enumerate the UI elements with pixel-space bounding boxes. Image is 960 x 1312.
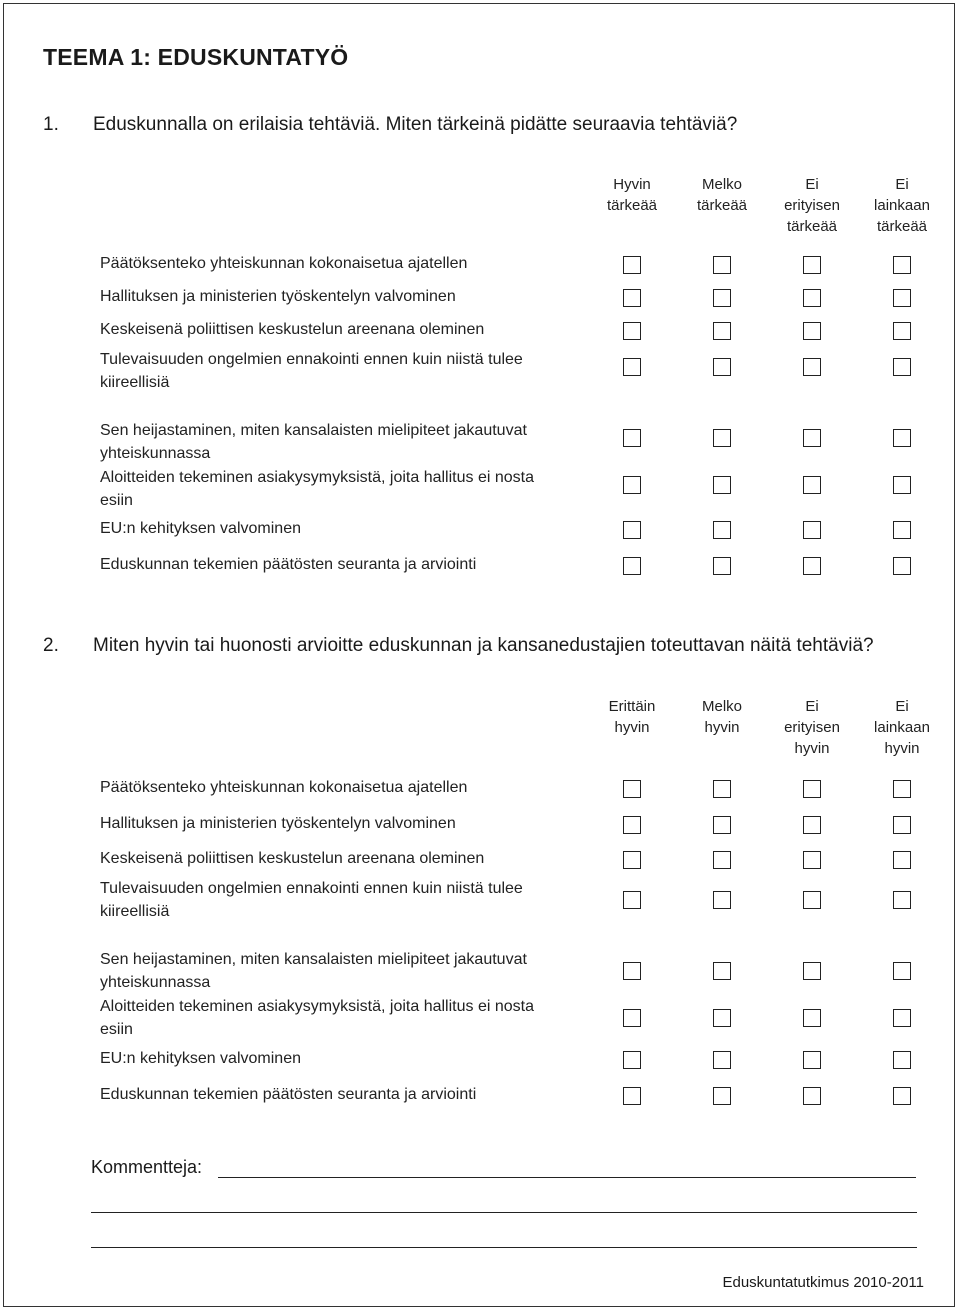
q1-column-header-2 xyxy=(672,174,772,216)
column-header-line: Ei xyxy=(895,698,909,715)
q2-item-label-1 xyxy=(100,776,600,799)
item-label-line: yhteiskunnassa xyxy=(100,445,211,462)
column-header-line: tärkeää xyxy=(786,218,838,235)
column-header-line: Melko xyxy=(701,176,742,193)
q2-checkbox-row4-col1[interactable] xyxy=(623,891,641,909)
q1-column-header-3 xyxy=(762,174,862,237)
column-header-line: tärkeää xyxy=(876,218,928,235)
q1-checkbox-row4-col3[interactable] xyxy=(803,358,821,376)
q1-checkbox-row3-col4[interactable] xyxy=(893,322,911,340)
q1-checkbox-row1-col4[interactable] xyxy=(893,256,911,274)
q1-checkbox-row7-col1[interactable] xyxy=(623,521,641,539)
column-header-line: Erittäin xyxy=(608,698,656,715)
q1-item-label-4 xyxy=(100,348,600,394)
q2-checkbox-row1-col2[interactable] xyxy=(713,780,731,798)
q1-checkbox-row1-col1[interactable] xyxy=(623,256,641,274)
item-label-line: Aloitteiden tekeminen asiakysymyksistä, joita hallitus ei nosta xyxy=(100,998,534,1015)
q1-item-label-3 xyxy=(100,318,600,341)
q2-checkbox-row3-col3[interactable] xyxy=(803,851,821,869)
q1-checkbox-row8-col1[interactable] xyxy=(623,557,641,575)
q2-checkbox-row3-col2[interactable] xyxy=(713,851,731,869)
item-label-line: EU:n kehityksen valvominen xyxy=(100,1050,301,1067)
q2-checkbox-row4-col3[interactable] xyxy=(803,891,821,909)
column-header-line: Melko xyxy=(701,698,742,715)
item-label-line: Eduskunnan tekemien päätösten seuranta ja arviointi xyxy=(100,556,477,573)
q1-checkbox-row5-col2[interactable] xyxy=(713,429,731,447)
q2-item-label-7 xyxy=(100,1047,600,1070)
column-header-line: Ei xyxy=(805,698,819,715)
question-2-text: Miten hyvin tai huonosti arvioitte eduskunnan ja kansanedustajien toteuttavan näitä tehtäviä? xyxy=(93,635,874,656)
q2-column-header-1 xyxy=(582,696,682,738)
q2-checkbox-row5-col1[interactable] xyxy=(623,962,641,980)
q2-checkbox-row7-col1[interactable] xyxy=(623,1051,641,1069)
item-label-line: yhteiskunnassa xyxy=(100,974,211,991)
q2-item-label-4 xyxy=(100,877,600,923)
q2-checkbox-row5-col3[interactable] xyxy=(803,962,821,980)
q2-checkbox-row2-col3[interactable] xyxy=(803,816,821,834)
column-header-line: lainkaan xyxy=(874,719,930,736)
column-header-line: lainkaan xyxy=(874,197,930,214)
item-label-line: esiin xyxy=(100,1021,133,1038)
q2-item-label-3 xyxy=(100,847,600,870)
column-header-line: hyvin xyxy=(884,740,920,757)
q2-checkbox-row4-col4[interactable] xyxy=(893,891,911,909)
column-header-line: hyvin xyxy=(704,719,740,736)
q2-item-label-6 xyxy=(100,995,600,1041)
q2-checkbox-row2-col2[interactable] xyxy=(713,816,731,834)
item-label-line: esiin xyxy=(100,492,133,509)
q1-checkbox-row2-col2[interactable] xyxy=(713,289,731,307)
q2-checkbox-row6-col2[interactable] xyxy=(713,1009,731,1027)
q2-checkbox-row7-col4[interactable] xyxy=(893,1051,911,1069)
q2-checkbox-row6-col4[interactable] xyxy=(893,1009,911,1027)
q1-checkbox-row4-col4[interactable] xyxy=(893,358,911,376)
item-label-line: Tulevaisuuden ongelmien ennakointi ennen kuin niistä tulee xyxy=(100,880,523,897)
item-label-line: Keskeisenä poliittisen keskustelun areenana oleminen xyxy=(100,850,485,867)
item-label-line: Sen heijastaminen, miten kansalaisten mielipiteet jakautuvat xyxy=(100,951,527,968)
q1-item-label-5 xyxy=(100,419,600,465)
q1-checkbox-row7-col4[interactable] xyxy=(893,521,911,539)
q1-checkbox-row2-col1[interactable] xyxy=(623,289,641,307)
q1-checkbox-row1-col3[interactable] xyxy=(803,256,821,274)
q1-checkbox-row6-col4[interactable] xyxy=(893,476,911,494)
q1-checkbox-row8-col4[interactable] xyxy=(893,557,911,575)
column-header-line: hyvin xyxy=(614,719,650,736)
q2-checkbox-row6-col1[interactable] xyxy=(623,1009,641,1027)
q2-column-header-4 xyxy=(852,696,952,759)
item-label-line: kiireellisiä xyxy=(100,374,170,391)
column-header-line: tärkeää xyxy=(696,197,748,214)
q2-checkbox-row5-col2[interactable] xyxy=(713,962,731,980)
q1-item-label-2 xyxy=(100,285,600,308)
question-2-number: 2. xyxy=(43,635,59,656)
q2-checkbox-row3-col4[interactable] xyxy=(893,851,911,869)
q2-column-header-2 xyxy=(672,696,772,738)
question-1-number: 1. xyxy=(43,114,59,135)
item-label-line: Aloitteiden tekeminen asiakysymyksistä, joita hallitus ei nosta xyxy=(100,469,534,486)
q2-checkbox-row8-col3[interactable] xyxy=(803,1087,821,1105)
item-label-line: kiireellisiä xyxy=(100,903,170,920)
q2-checkbox-row6-col3[interactable] xyxy=(803,1009,821,1027)
q1-column-header-1 xyxy=(582,174,682,216)
q2-checkbox-row1-col3[interactable] xyxy=(803,780,821,798)
column-header-line: Ei xyxy=(895,176,909,193)
q1-checkbox-row2-col4[interactable] xyxy=(893,289,911,307)
column-header-line: Ei xyxy=(805,176,819,193)
comments-label: Kommentteja: xyxy=(91,1157,203,1177)
q1-checkbox-row8-col2[interactable] xyxy=(713,557,731,575)
q2-checkbox-row4-col2[interactable] xyxy=(713,891,731,909)
column-header-line: tärkeää xyxy=(606,197,658,214)
q2-item-label-2 xyxy=(100,812,600,835)
q1-item-label-1 xyxy=(100,252,600,275)
q1-checkbox-row1-col2[interactable] xyxy=(713,256,731,274)
item-label-line: Hallituksen ja ministerien työskentelyn valvominen xyxy=(100,815,456,832)
q2-item-label-8 xyxy=(100,1083,600,1106)
q1-checkbox-row3-col1[interactable] xyxy=(623,322,641,340)
q2-column-header-3 xyxy=(762,696,862,759)
q2-checkbox-row1-col1[interactable] xyxy=(623,780,641,798)
column-header-line: hyvin xyxy=(794,740,830,757)
q1-item-label-6 xyxy=(100,466,600,512)
column-header-line: erityisen xyxy=(784,719,840,736)
q2-checkbox-row2-col1[interactable] xyxy=(623,816,641,834)
q1-column-header-4 xyxy=(852,174,952,237)
q2-checkbox-row3-col1[interactable] xyxy=(623,851,641,869)
item-label-line: Sen heijastaminen, miten kansalaisten mielipiteet jakautuvat xyxy=(100,422,527,439)
comments-line-2[interactable] xyxy=(91,1212,917,1213)
q1-checkbox-row5-col4[interactable] xyxy=(893,429,911,447)
q1-item-label-7 xyxy=(100,517,600,540)
item-label-line: Tulevaisuuden ongelmien ennakointi ennen kuin niistä tulee xyxy=(100,351,523,368)
item-label-line: Keskeisenä poliittisen keskustelun areenana oleminen xyxy=(100,321,485,338)
q1-checkbox-row3-col2[interactable] xyxy=(713,322,731,340)
q2-checkbox-row1-col4[interactable] xyxy=(893,780,911,798)
q1-checkbox-row6-col3[interactable] xyxy=(803,476,821,494)
item-label-line: Päätöksenteko yhteiskunnan kokonaisetua ajatellen xyxy=(100,779,468,796)
q1-checkbox-row8-col3[interactable] xyxy=(803,557,821,575)
q2-checkbox-row2-col4[interactable] xyxy=(893,816,911,834)
item-label-line: Päätöksenteko yhteiskunnan kokonaisetua ajatellen xyxy=(100,255,468,272)
q2-checkbox-row8-col2[interactable] xyxy=(713,1087,731,1105)
q2-checkbox-row7-col3[interactable] xyxy=(803,1051,821,1069)
q2-checkbox-row7-col2[interactable] xyxy=(713,1051,731,1069)
q1-checkbox-row2-col3[interactable] xyxy=(803,289,821,307)
question-1-text: Eduskunnalla on erilaisia tehtäviä. Miten tärkeinä pidätte seuraavia tehtäviä? xyxy=(93,114,738,135)
item-label-line: EU:n kehityksen valvominen xyxy=(100,520,301,537)
column-header-line: erityisen xyxy=(784,197,840,214)
q2-checkbox-row5-col4[interactable] xyxy=(893,962,911,980)
q1-item-label-8 xyxy=(100,553,600,576)
q1-checkbox-row6-col2[interactable] xyxy=(713,476,731,494)
q1-checkbox-row5-col1[interactable] xyxy=(623,429,641,447)
column-header-line: Hyvin xyxy=(613,176,651,193)
q1-checkbox-row3-col3[interactable] xyxy=(803,322,821,340)
comments-line-3[interactable] xyxy=(91,1247,917,1248)
item-label-line: Hallituksen ja ministerien työskentelyn valvominen xyxy=(100,288,456,305)
page-title: TEEMA 1: EDUSKUNTATYÖ xyxy=(43,44,349,70)
q1-checkbox-row4-col1[interactable] xyxy=(623,358,641,376)
q1-checkbox-row4-col2[interactable] xyxy=(713,358,731,376)
q2-item-label-5 xyxy=(100,948,600,994)
q1-checkbox-row7-col2[interactable] xyxy=(713,521,731,539)
footer-text: Eduskuntatutkimus 2010-2011 xyxy=(722,1274,924,1291)
item-label-line: Eduskunnan tekemien päätösten seuranta ja arviointi xyxy=(100,1086,477,1103)
q2-checkbox-row8-col4[interactable] xyxy=(893,1087,911,1105)
q1-checkbox-row7-col3[interactable] xyxy=(803,521,821,539)
q1-checkbox-row5-col3[interactable] xyxy=(803,429,821,447)
q2-checkbox-row8-col1[interactable] xyxy=(623,1087,641,1105)
comments-line-1[interactable] xyxy=(218,1177,916,1178)
q1-checkbox-row6-col1[interactable] xyxy=(623,476,641,494)
